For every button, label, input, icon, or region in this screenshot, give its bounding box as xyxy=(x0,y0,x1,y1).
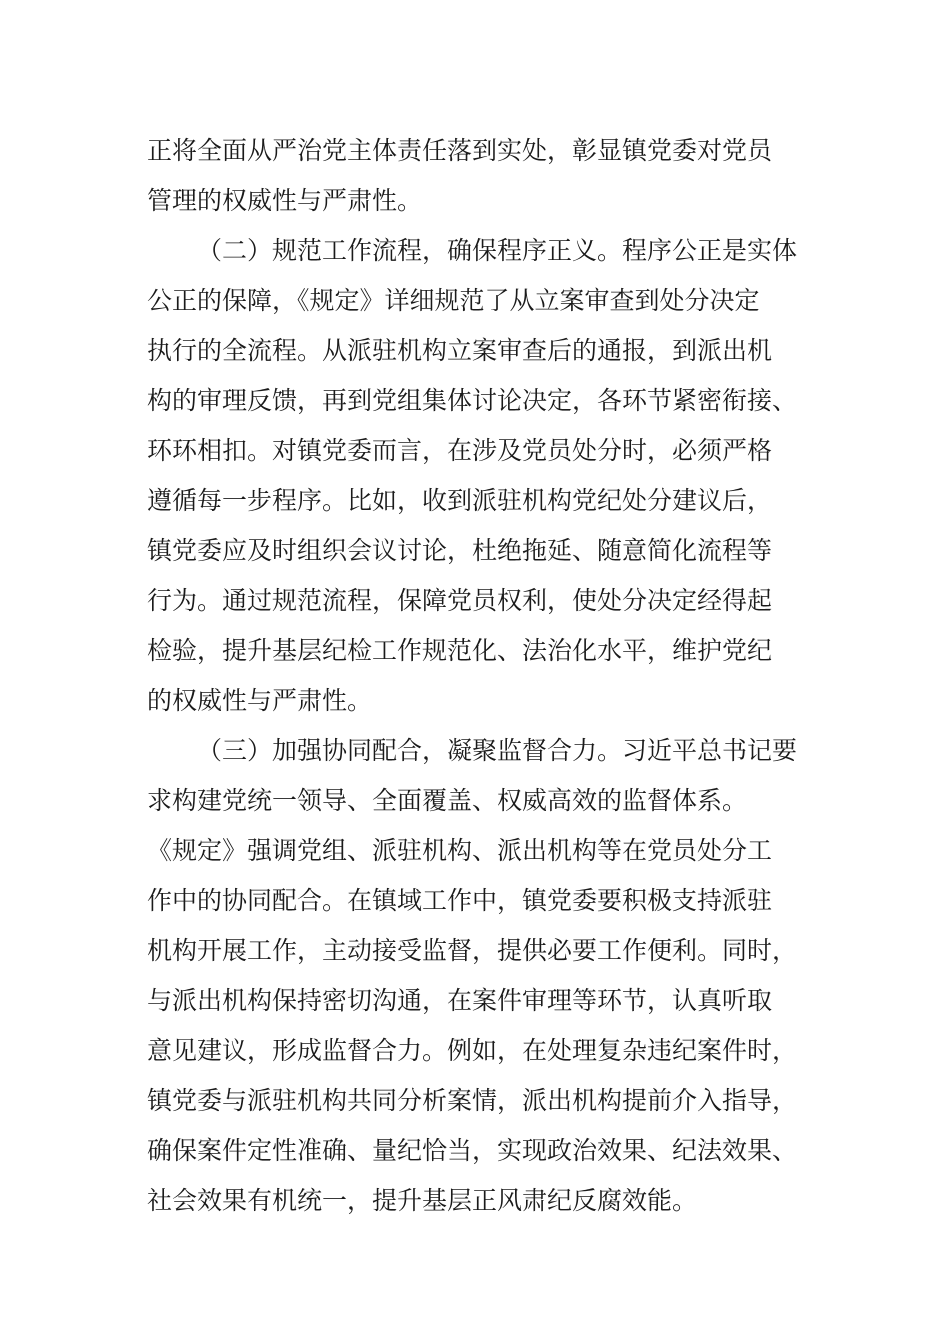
section-heading-line: （三）加强协同配合，凝聚监督合力。习近平总书记要 xyxy=(197,736,798,765)
text-line: 《规定》强调党组、派驻机构、派出机构等在党员处分工 xyxy=(147,836,773,865)
text-line: 遵循每一步程序。比如，收到派驻机构党纪处分建议后， xyxy=(147,486,773,515)
text-line: 环环相扣。对镇党委而言，在涉及党员处分时，必须严格 xyxy=(147,436,773,465)
text-line: 正将全面从严治党主体责任落到实处，彰显镇党委对党员 xyxy=(147,136,773,165)
text-line: 与派出机构保持密切沟通，在案件审理等环节，认真听取 xyxy=(147,986,773,1015)
text-line: 公正的保障，《规定》详细规范了从立案审查到处分决定 xyxy=(147,286,760,315)
text-line: 管理的权威性与严肃性。 xyxy=(147,186,423,215)
section-heading-line: （二）规范工作流程，确保程序正义。程序公正是实体 xyxy=(197,236,798,265)
text-line: 执行的全流程。从派驻机构立案审查后的通报，到派出机 xyxy=(147,336,773,365)
text-line: 检验，提升基层纪检工作规范化、法治化水平，维护党纪 xyxy=(147,636,773,665)
text-line: 镇党委与派驻机构共同分析案情，派出机构提前介入指导， xyxy=(147,1086,798,1115)
text-line: 构的审理反馈，再到党组集体讨论决定，各环节紧密衔接、 xyxy=(147,386,798,415)
text-line: 社会效果有机统一，提升基层正风肃纪反腐效能。 xyxy=(147,1186,698,1215)
text-line: 机构开展工作，主动接受监督，提供必要工作便利。同时， xyxy=(147,936,798,965)
text-line: 意见建议，形成监督合力。例如，在处理复杂违纪案件时， xyxy=(147,1036,798,1065)
text-line: 确保案件定性准确、量纪恰当，实现政治效果、纪法效果、 xyxy=(147,1136,798,1165)
text-line: 求构建党统一领导、全面覆盖、权威高效的监督体系。 xyxy=(147,786,748,815)
text-line: 镇党委应及时组织会议讨论，杜绝拖延、随意简化流程等 xyxy=(147,536,773,565)
text-line: 作中的协同配合。在镇域工作中，镇党委要积极支持派驻 xyxy=(147,886,773,915)
text-line: 的权威性与严肃性。 xyxy=(147,686,373,715)
text-line: 行为。通过规范流程，保障党员权利，使处分决定经得起 xyxy=(147,586,773,615)
